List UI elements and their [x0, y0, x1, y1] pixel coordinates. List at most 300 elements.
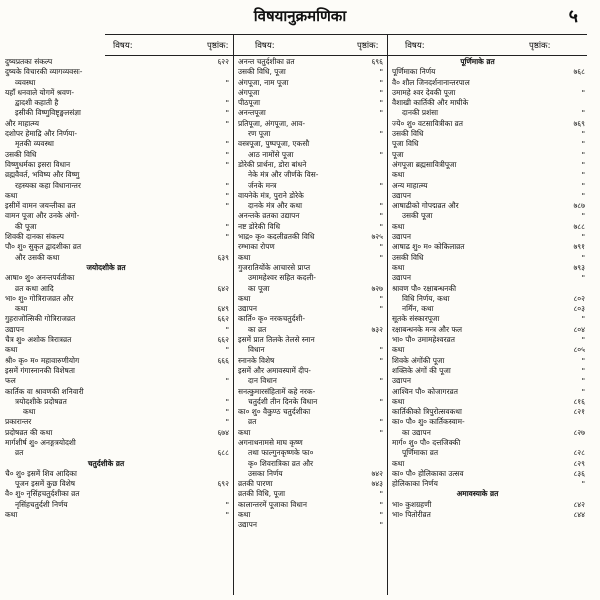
entry-title: व्रत — [248, 417, 257, 427]
index-entry — [238, 417, 383, 427]
entry-title: व्रह्मवैवर्त, भविष्य और विष्णु — [5, 170, 80, 180]
index-entry — [238, 325, 383, 335]
entry-page: " — [379, 396, 383, 406]
index-entry — [238, 67, 383, 77]
index-entry — [238, 510, 383, 520]
entry-page: " — [379, 376, 383, 386]
entry-title: अमावस्याके व्रत — [456, 489, 499, 499]
index-entry — [5, 191, 229, 201]
entry-title: त्रयोदशीके प्रदोषव्रत — [15, 396, 67, 406]
index-entry — [5, 500, 229, 510]
index-entry — [5, 304, 229, 314]
page-header — [0, 4, 600, 28]
entry-page: " — [379, 77, 383, 87]
section-heading — [5, 263, 229, 273]
entry-title: भाद्र० कृ० कदलीव्रतकी विधि — [238, 232, 315, 242]
index-entry — [5, 448, 229, 458]
index-entry — [238, 129, 383, 139]
entry-title: विष्णुधर्मका इसरा विधान — [5, 159, 71, 169]
index-entry — [238, 119, 383, 129]
index-entry — [238, 397, 383, 407]
entry-page: " — [379, 510, 383, 520]
entry-page: " — [581, 190, 585, 200]
entry-page: " — [225, 221, 229, 231]
index-entry — [5, 438, 229, 448]
entry-title: शिवके अंगोंकी पूजा — [392, 355, 445, 365]
entry-page: " — [225, 407, 229, 417]
entry-title: व्यवस्था — [15, 77, 36, 87]
entry-page: " — [379, 221, 383, 231]
entry-page: ८०५ — [573, 345, 585, 355]
entry-title: कथा — [5, 345, 18, 355]
index-entry — [392, 325, 585, 335]
index-entry — [392, 139, 585, 149]
entry-title: चतुर्दशीके व्रत — [87, 458, 125, 468]
entry-title: वायनेके मंत्र, पुराने डोरेके — [238, 190, 304, 200]
entry-title: पीठपूजा — [238, 98, 261, 108]
entry-page: ६४९ — [217, 304, 229, 314]
entry-title: आषाढ शु० म० कोकिलाव्रत — [392, 242, 465, 252]
entry-page: " — [225, 232, 229, 242]
entry-page: " — [581, 139, 585, 149]
index-entry — [238, 489, 383, 499]
index-entry — [5, 150, 229, 160]
entry-title: उसकी विधि — [392, 129, 424, 139]
entry-page: ६४२ — [217, 283, 229, 293]
index-entry — [5, 67, 229, 77]
index-entry — [392, 314, 585, 324]
index-entry — [392, 500, 585, 510]
entry-title: कथा — [15, 304, 28, 314]
col2-page-header: पृष्ठांक: — [357, 41, 379, 51]
entry-page: ७४२ — [371, 468, 383, 478]
entry-title: और उसकी कथा — [15, 252, 60, 262]
index-entry — [238, 438, 383, 448]
entry-title: उसकी पूजा — [402, 211, 433, 221]
entry-title: इसमें और अमावस्यामें दीप- — [238, 365, 311, 375]
entry-title: तथा फाल्गुनकृष्णके फा० — [248, 448, 314, 458]
index-entry — [5, 170, 229, 180]
index-entry — [5, 356, 229, 366]
index-entry — [5, 57, 229, 67]
page-number: ५ — [568, 6, 578, 27]
index-entry — [392, 160, 585, 170]
index-entry — [238, 520, 383, 530]
entry-title: कथा — [392, 396, 405, 406]
index-entry — [392, 304, 585, 314]
index-entry — [5, 181, 229, 191]
index-entry — [392, 211, 585, 221]
entry-page: " — [379, 180, 383, 190]
index-entry — [238, 108, 383, 118]
col3-page-header: पृष्ठांक: — [529, 41, 551, 51]
entry-page: " — [581, 314, 585, 324]
index-entry — [392, 284, 585, 294]
index-entry — [238, 232, 383, 242]
entry-page: ८३६ — [573, 468, 585, 478]
entry-title: उसकी विधि — [392, 252, 424, 262]
index-entry — [5, 325, 229, 335]
column-divider — [387, 35, 388, 595]
index-entry — [238, 211, 383, 221]
entry-title: भा० पौ० उमामहेश्वरव्रत — [392, 335, 455, 345]
entry-title: आठ नामोंसे पूजा — [248, 149, 294, 159]
index-entry — [5, 376, 229, 386]
entry-page: ७६९ — [573, 118, 585, 128]
entry-page: " — [379, 345, 383, 355]
index-entry — [392, 78, 585, 88]
index-entry — [5, 119, 229, 129]
index-entry — [238, 469, 383, 479]
entry-title: उद्यापन — [392, 376, 411, 386]
index-entry — [392, 387, 585, 397]
index-entry — [238, 304, 383, 314]
entry-title: अगनाथनामसे माघ कृष्ण — [238, 437, 303, 447]
entry-page: " — [379, 67, 383, 77]
index-column-1 — [5, 57, 229, 595]
entry-title: कालान्तरमें पूजाका विधान — [238, 499, 307, 509]
table-header — [105, 35, 587, 56]
entry-page: " — [225, 159, 229, 169]
index-entry — [5, 387, 229, 397]
index-entry — [392, 232, 585, 242]
entry-page: " — [379, 98, 383, 108]
entry-page: " — [379, 211, 383, 221]
col2-subject-header: विषय: — [255, 41, 275, 51]
entry-title: पूर्णिमाका निर्णय — [392, 67, 436, 77]
index-entry — [392, 222, 585, 232]
entry-page: " — [225, 118, 229, 128]
index-entry — [392, 253, 585, 263]
entry-title: सूतके संस्कारपूजा — [392, 314, 440, 324]
index-entry — [238, 201, 383, 211]
entry-title: पूजा विधि — [392, 139, 419, 149]
entry-title: अनन्तपूजा — [238, 108, 266, 118]
col1-subject-header: विषय: — [113, 41, 133, 51]
index-entry — [392, 448, 585, 458]
entry-title: इसीकी विष्णुविष्टृङ्खलसंज्ञा — [15, 108, 81, 118]
entry-title: कथा — [238, 252, 251, 262]
entry-title: विधान — [248, 345, 265, 355]
entry-title: उसकी विधि — [5, 149, 37, 159]
entry-title: और माहात्म्य — [5, 118, 40, 128]
index-entry — [392, 98, 585, 108]
entry-title: का० पौ० शु० कार्तिकस्वाम- — [392, 417, 465, 427]
entry-title: उद्यापन — [392, 273, 411, 283]
entry-title: कथा — [238, 293, 251, 303]
entry-page: " — [581, 479, 585, 489]
entry-title: नेके मंत्र और जीर्णके विस- — [248, 170, 319, 180]
entry-page: " — [225, 108, 229, 118]
entry-title: रक्षाबन्धनके मन्त्र और फल — [392, 324, 463, 334]
index-entry — [392, 181, 585, 191]
entry-title: चैत्र शु० अशोक त्रिरात्रव्रत — [5, 335, 72, 345]
entry-page: " — [379, 304, 383, 314]
entry-title: द्वादशी कहाती है — [15, 98, 59, 108]
entry-title: का व्रत — [248, 324, 267, 334]
entry-page: " — [379, 417, 383, 427]
index-entry — [5, 98, 229, 108]
entry-page: " — [225, 149, 229, 159]
index-entry — [392, 119, 585, 129]
entry-page: " — [581, 252, 585, 262]
entry-page: " — [581, 87, 585, 97]
entry-title: फल — [5, 376, 16, 386]
index-entry — [5, 139, 229, 149]
entry-page: ८०३ — [573, 304, 585, 314]
entry-title: कथा — [5, 190, 18, 200]
entry-page: " — [581, 211, 585, 221]
entry-page: ८२१ — [573, 407, 585, 417]
index-entry — [392, 345, 585, 355]
entry-page: ६७४ — [217, 427, 229, 437]
entry-page: ८०४ — [573, 324, 585, 334]
index-entry — [392, 366, 585, 376]
entry-page: " — [581, 376, 585, 386]
index-entry — [392, 376, 585, 386]
index-entry — [238, 139, 383, 149]
entry-title: चतुर्दशी तीन दिनके विधान — [248, 396, 318, 406]
entry-page: ६६२ — [217, 314, 229, 324]
entry-title: कथा — [392, 458, 405, 468]
entry-title: प्रदोषव्रत की कथा — [5, 427, 53, 437]
entry-title: रम्भाका रोपण — [238, 242, 275, 252]
index-entry — [392, 459, 585, 469]
entry-title: उद्यापन — [392, 232, 411, 242]
index-entry — [238, 242, 383, 252]
entry-page: " — [379, 252, 383, 262]
entry-page: ६६६ — [217, 355, 229, 365]
entry-page: " — [225, 376, 229, 386]
index-entry — [392, 294, 585, 304]
entry-title: कार्तिक वा श्रावणकी शनिवारी — [5, 386, 84, 396]
entry-title: भा० कुशग्रहणी — [392, 499, 432, 509]
index-entry — [392, 417, 585, 427]
entry-title: पूर्णिमाका व्रत — [402, 448, 439, 458]
entry-page: ७२५ — [371, 232, 383, 242]
entry-title: अंगपूजा, नाम पूजा — [238, 77, 289, 87]
entry-page: " — [225, 98, 229, 108]
entry-title: वै० शु० नृसिंहचतुर्दशीका व्रत — [5, 489, 80, 499]
entry-title: आषाढीको गोपद्मव्रत और — [392, 201, 459, 211]
entry-title: भा० पितोरीव्रत — [392, 510, 431, 520]
entry-page: " — [581, 232, 585, 242]
entry-page: ८२८ — [573, 448, 585, 458]
entry-page: " — [225, 77, 229, 87]
section-heading — [5, 459, 229, 469]
index-entry — [392, 170, 585, 180]
entry-title: अंगपूजा — [238, 87, 260, 97]
entry-title: सनत्कुमारसंहितामें कहे नरक- — [238, 386, 316, 396]
entry-title: दशोपर हेमाद्रि और निर्णया- — [5, 129, 78, 139]
index-entry — [238, 479, 383, 489]
index-entry — [5, 88, 229, 98]
entry-title: का पूजा — [248, 283, 270, 293]
entry-title: भा० शु० गोत्रिराजव्रत और — [5, 293, 74, 303]
entry-title: गुहराजोत्सिकी गोत्रिराजव्रत — [5, 314, 76, 324]
entry-page: " — [581, 273, 585, 283]
entry-page: " — [225, 417, 229, 427]
index-entry — [238, 314, 383, 324]
entry-title: पूर्णिमाके व्रत — [460, 57, 495, 66]
entry-title: कथा — [392, 170, 405, 180]
entry-title: अनन्तके व्रतका उद्यापन — [238, 211, 300, 221]
entry-title: नर्मिंन, कथा — [402, 304, 434, 314]
entry-title: प्रतिपूजा, अंगपूजा, आव- — [238, 118, 306, 128]
col1-page-header: पृष्ठांक: — [207, 41, 229, 51]
index-entry — [392, 397, 585, 407]
entry-page: " — [379, 201, 383, 211]
entry-title: दान विधान — [248, 376, 277, 386]
entry-title: का० शु० वैकुण्ठ चतुर्दशीका — [238, 407, 311, 417]
index-entry — [392, 108, 585, 118]
entry-page: " — [225, 201, 229, 211]
index-entry — [238, 181, 383, 191]
entry-title: उद्यापन — [238, 304, 257, 314]
entry-title: उसका निर्णय — [248, 468, 283, 478]
entry-page: " — [581, 129, 585, 139]
index-entry — [238, 448, 383, 458]
index-entry — [5, 314, 229, 324]
entry-title: व्रत कथा आदि — [15, 283, 54, 293]
entry-title: यहाँ धनवाले योगमें श्रवण- — [5, 87, 74, 97]
index-entry — [392, 335, 585, 345]
entry-page: " — [379, 108, 383, 118]
index-entry — [392, 242, 585, 252]
entry-title: विधि निर्णय, कथा — [402, 293, 450, 303]
entry-title: शक्तिके अंगों की पूजा — [392, 365, 451, 375]
index-entry — [5, 201, 229, 211]
entry-title: कार्ति० कृ० नरकचतुर्दशी- — [238, 314, 306, 324]
index-entry — [5, 108, 229, 118]
index-entry — [238, 500, 383, 510]
entry-title: दुष्यके विचारकी व्यागव्यवसः- — [5, 67, 83, 77]
entry-page: " — [225, 345, 229, 355]
index-column-3 — [392, 57, 585, 595]
entry-title: नष्ट डोरेकी विधि — [238, 221, 281, 231]
entry-page: " — [225, 396, 229, 406]
entry-title: पूजा — [392, 149, 404, 159]
index-entry — [238, 294, 383, 304]
entry-title: दुष्यप्रतका संकल्प — [5, 57, 53, 66]
entry-title: आषा० शु० अनन्तपर्वतीका — [5, 273, 75, 283]
entry-title: मार्ग० शु० पौ० दत्तजिक्की — [392, 437, 461, 447]
index-entry — [238, 160, 383, 170]
entry-title: शिवकी दानका संकल्प — [5, 232, 64, 242]
index-entry — [392, 263, 585, 273]
entry-title: कथा — [392, 262, 405, 272]
entry-title: कथा — [392, 221, 405, 231]
entry-title: उद्यापन — [5, 324, 24, 334]
entry-page: " — [379, 87, 383, 97]
index-entry — [238, 150, 383, 160]
entry-page: " — [581, 180, 585, 190]
entry-title: ज्ये० शु० वटसावित्रीका व्रत — [392, 118, 463, 128]
entry-title: मृतकी व्यवस्था — [15, 139, 54, 149]
index-entry — [238, 98, 383, 108]
index-entry — [392, 201, 585, 211]
entry-title: रण पूजा — [248, 129, 271, 139]
entry-page: " — [581, 335, 585, 345]
index-entry — [5, 129, 229, 139]
index-entry — [5, 335, 229, 345]
entry-page: ७८८ — [573, 221, 585, 231]
entry-page: ६२२ — [217, 57, 229, 66]
index-entry — [5, 242, 229, 252]
entry-page: " — [379, 489, 383, 499]
entry-page: ७९३ — [573, 262, 585, 272]
entry-title: जयोदशीके व्रत — [86, 262, 126, 272]
col3-subject-header: विषय: — [405, 41, 425, 51]
index-entry — [238, 78, 383, 88]
entry-title: इसमें गंगास्नानकी विशेषता — [5, 365, 75, 375]
index-entry — [5, 407, 229, 417]
entry-title: इसमें प्रात तिलके तेलसे स्नान — [238, 335, 315, 345]
index-entry — [392, 273, 585, 283]
entry-title: कथा — [23, 407, 36, 417]
index-entry — [5, 479, 229, 489]
entry-page: " — [581, 355, 585, 365]
entry-title: पौ० शु० सुकृत द्वादशीका व्रत — [5, 242, 82, 252]
index-entry — [5, 428, 229, 438]
entry-title: श्री० कृ० म० महावारुणीयोग — [5, 355, 80, 365]
entry-title: उद्यापन — [238, 520, 257, 530]
entry-title: गुजरातियोंके आचारसे प्राप्त — [238, 262, 311, 272]
entry-page: ८२७ — [573, 427, 585, 437]
entry-title: पूजन इसमें कुछ विशेष — [15, 479, 76, 489]
entry-title: चै० शु० इसमें शिव आदिका — [5, 468, 77, 478]
entry-title: का० पौ० होलिकाका उत्सव — [392, 468, 464, 478]
entry-title: अन्य माहात्म्य — [392, 180, 428, 190]
section-heading — [392, 57, 585, 67]
entry-page: " — [225, 139, 229, 149]
entry-page: " — [379, 520, 383, 530]
entry-title: अंगपूजा ब्रह्मसावित्रीपूजा — [392, 159, 457, 169]
entry-title: की पूजा — [15, 221, 37, 231]
entry-page: " — [581, 108, 585, 118]
entry-page: " — [581, 365, 585, 375]
entry-title: कथा — [238, 510, 251, 520]
entry-page: " — [581, 159, 585, 169]
entry-page: " — [379, 149, 383, 159]
entry-page: " — [379, 427, 383, 437]
index-entry — [238, 459, 383, 469]
entry-page: " — [379, 242, 383, 252]
entry-page: ७३२ — [371, 324, 383, 334]
index-entry — [238, 222, 383, 232]
entry-page: " — [581, 149, 585, 159]
entry-page: ८१६ — [573, 396, 585, 406]
index-entry — [5, 211, 229, 221]
index-entry — [5, 284, 229, 294]
entry-page: ८४२ — [573, 499, 585, 509]
index-entry — [5, 366, 229, 376]
entry-page: ६९२ — [217, 479, 229, 489]
entry-title: दानकी प्रशंसा — [402, 108, 439, 118]
entry-title: व्रतकी पारणा — [238, 479, 273, 489]
index-entry — [392, 67, 585, 77]
index-entry — [392, 129, 585, 139]
entry-page: " — [581, 386, 585, 396]
index-entry — [5, 253, 229, 263]
entry-title: उसकी विधि, पूजा — [238, 67, 286, 77]
index-entry — [5, 397, 229, 407]
index-entry — [238, 335, 383, 345]
index-entry — [238, 191, 383, 201]
entry-page: " — [225, 510, 229, 520]
page-title: विषयानुक्रमणिका — [253, 7, 347, 25]
entry-title: उमामहे श्वर देवकी पूजा — [392, 87, 456, 97]
